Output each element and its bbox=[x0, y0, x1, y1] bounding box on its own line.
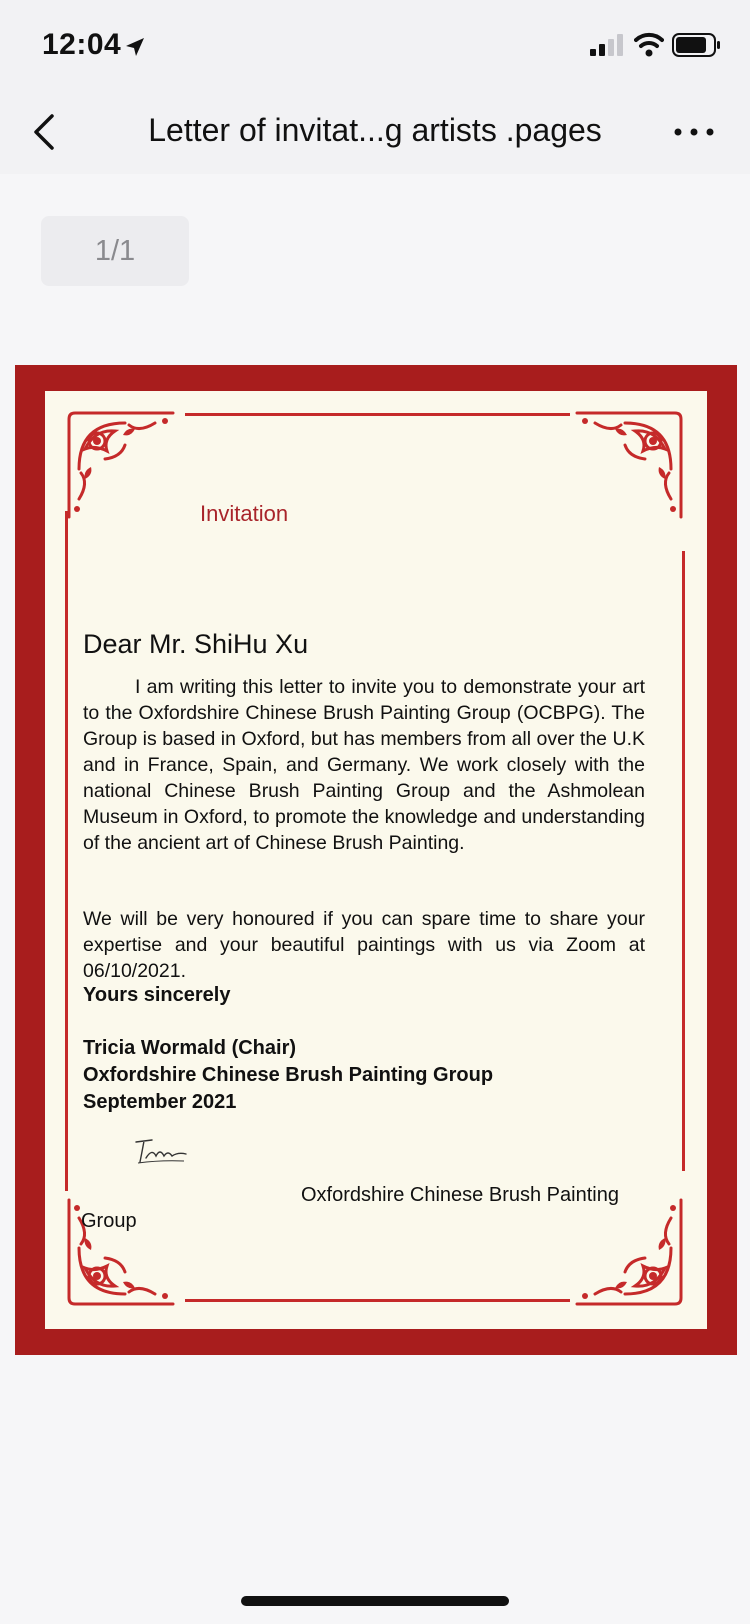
border-line bbox=[682, 551, 685, 1171]
signatory-date: September 2021 bbox=[83, 1091, 237, 1113]
ornament-corner-icon bbox=[573, 409, 685, 521]
ellipsis-icon[interactable] bbox=[672, 122, 716, 142]
chevron-left-icon[interactable] bbox=[30, 112, 58, 152]
document-title: Letter of invitat...g artists .pages bbox=[148, 112, 602, 148]
status-bar bbox=[0, 0, 750, 90]
letter-footer: Oxfordshire Chinese Brush Painting bbox=[301, 1184, 619, 1206]
letter-page bbox=[15, 365, 737, 1355]
nav-bar bbox=[0, 90, 750, 174]
location-arrow-icon bbox=[124, 36, 146, 58]
page-indicator: 1/1 bbox=[41, 216, 189, 286]
ornament-corner-icon bbox=[573, 1196, 685, 1308]
battery-icon bbox=[672, 33, 722, 57]
status-time: 12:04 bbox=[42, 28, 122, 61]
home-indicator[interactable] bbox=[241, 1596, 509, 1606]
letter-salutation: Dear Mr. ShiHu Xu bbox=[83, 629, 309, 659]
signatory-organization: Oxfordshire Chinese Brush Painting Group bbox=[83, 1064, 494, 1086]
border-line bbox=[185, 413, 570, 416]
cellular-signal-icon bbox=[590, 34, 626, 56]
border-line bbox=[185, 1299, 570, 1302]
signatory-name: Tricia Wormald (Chair) bbox=[83, 1037, 297, 1059]
letter-footer-continued: Group bbox=[81, 1210, 137, 1232]
letter-heading: Invitation bbox=[200, 501, 289, 526]
ornament-corner-icon bbox=[65, 409, 177, 521]
border-line bbox=[65, 511, 68, 1191]
letter-paragraph-1: I am writing this letter to invite you to demonstrate your art to the Oxfordshire Chinese Brush Painting Group (OCBPG). The Group is based in Oxford, but has members from all over the U.K and in France, Spain, and Germany. We work closely with the national Chinese Brush Painting Group and the Ashmolean Museum in Oxford, to promote the knowledge and understanding of the ancient art of Chinese Brush Painting. bbox=[83, 676, 645, 854]
letter-paragraph-2: We will be very honoured if you can spare time to share your expertise and your beautiful paintings with us via Zoom at 06/10/2021. bbox=[83, 908, 645, 982]
letter-closing: Yours sincerely bbox=[83, 984, 231, 1006]
handwritten-signature bbox=[130, 1136, 190, 1166]
signature-block bbox=[83, 1035, 493, 1116]
wifi-icon bbox=[634, 31, 664, 57]
letter-paper bbox=[45, 391, 707, 1329]
